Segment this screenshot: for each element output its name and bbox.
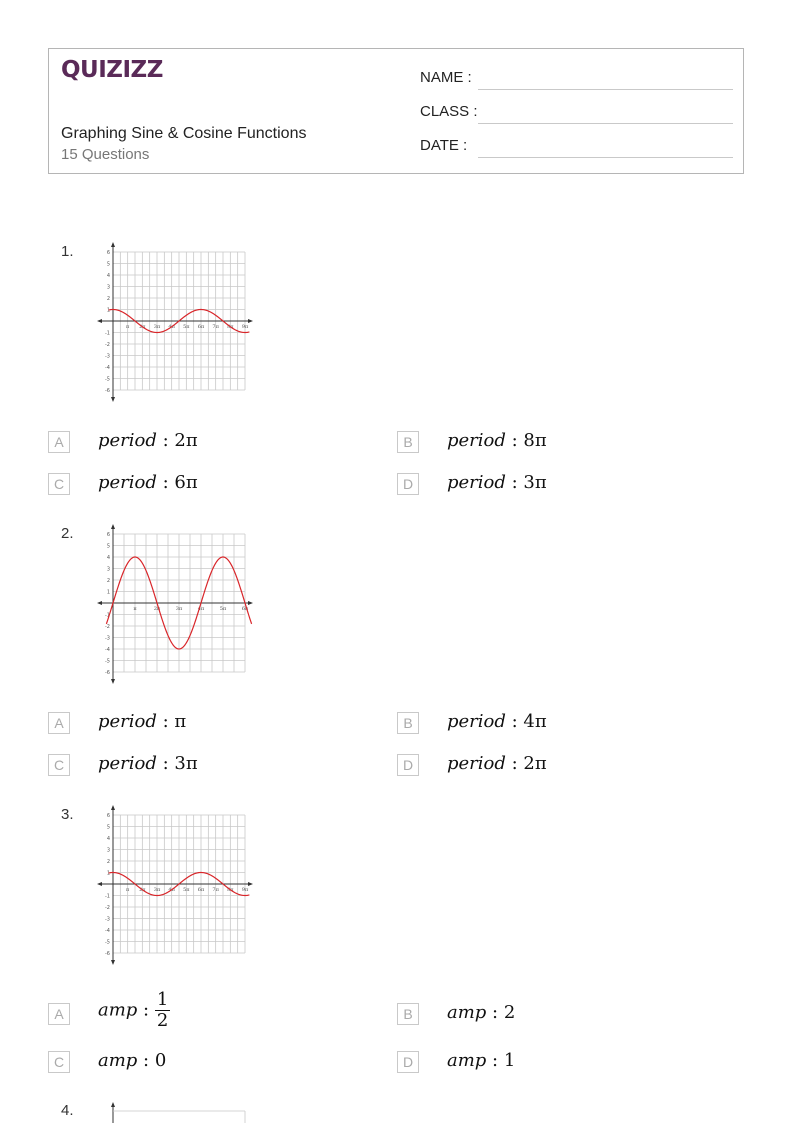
x-tick-label: 2π (153, 606, 161, 612)
y-tick-label: -6 (105, 951, 110, 957)
fraction-denominator: 2 (156, 1010, 169, 1031)
option-d-text[interactable] (447, 472, 547, 493)
x-tick-label: 9π (241, 887, 249, 893)
y-axis-arrow-down (111, 960, 115, 965)
x-tick-label: 8π (227, 887, 234, 893)
option-separator: : (156, 472, 175, 493)
option-value: 1 (503, 1050, 516, 1071)
x-axis-arrow-left (97, 601, 102, 605)
y-tick-label: -3 (105, 916, 110, 923)
option-a-text[interactable] (98, 990, 170, 1031)
option-value: 8π (523, 430, 547, 451)
x-axis-arrow-left (97, 319, 102, 323)
y-tick-label: 3 (106, 566, 110, 573)
y-axis-arrow-down (111, 679, 115, 684)
question-number: 4. (61, 1102, 74, 1119)
graph-3 (95, 803, 255, 967)
option-separator: : (486, 1002, 504, 1023)
y-tick-label: -4 (105, 647, 110, 653)
option-value: π (174, 711, 187, 732)
option-d-text[interactable] (447, 753, 547, 774)
name-label: NAME : (420, 69, 472, 86)
y-tick-label: -1 (105, 612, 110, 619)
y-tick-label: 1 (106, 870, 110, 877)
x-tick-label: 6π (197, 887, 205, 893)
x-tick-label: 2π (139, 324, 146, 330)
y-tick-label: -1 (105, 893, 110, 900)
name-line (478, 89, 733, 90)
y-tick-label: 1 (106, 307, 110, 314)
x-tick-label: 5π (183, 887, 190, 893)
x-tick-label: π (126, 887, 130, 893)
y-tick-label: 6 (106, 813, 110, 819)
option-a-text[interactable] (98, 711, 186, 732)
x-tick-label: 7π (212, 887, 219, 893)
option-label: amp (447, 1002, 487, 1023)
option-value: 4π (523, 711, 547, 732)
option-label: amp (447, 1050, 487, 1071)
option-label: amp (98, 999, 138, 1021)
x-tick-label: 7π (212, 324, 219, 330)
option-value: 2 (503, 1002, 516, 1023)
graph-2 (95, 522, 255, 686)
option-b-box[interactable]: B (397, 1003, 419, 1025)
option-a-box[interactable]: A (48, 712, 70, 734)
option-value: 2π (523, 753, 547, 774)
y-tick-label: 2 (106, 859, 110, 865)
option-a-box[interactable]: A (48, 1003, 70, 1025)
option-c-box[interactable]: C (48, 473, 70, 495)
option-label: period (447, 430, 506, 451)
option-c-box[interactable]: C (48, 754, 70, 776)
option-d-box[interactable]: D (397, 1051, 419, 1073)
option-separator: : (505, 753, 524, 774)
option-separator: : (137, 999, 155, 1021)
option-separator: : (505, 472, 524, 493)
date-line (478, 157, 733, 158)
option-label: amp (98, 1050, 138, 1071)
option-b-text[interactable] (447, 711, 547, 732)
y-tick-label: -1 (105, 330, 110, 337)
y-tick-label: 4 (106, 273, 110, 279)
option-c-text[interactable] (98, 472, 198, 493)
y-axis-arrow-up (111, 805, 115, 810)
worksheet-title: Graphing Sine & Cosine Functions (61, 125, 307, 142)
question-number: 3. (61, 806, 74, 823)
option-separator: : (505, 711, 524, 732)
x-tick-label: 4π (197, 606, 205, 612)
class-line (478, 123, 733, 124)
option-label: period (447, 711, 506, 732)
option-value: 6π (174, 472, 198, 493)
x-tick-label: 3π (153, 324, 161, 330)
y-tick-label: 5 (106, 261, 110, 268)
class-label: CLASS : (420, 103, 478, 120)
x-axis-arrow-right (248, 882, 253, 886)
option-separator: : (137, 1050, 155, 1071)
y-tick-label: 1 (106, 589, 110, 596)
question-number: 1. (61, 243, 74, 260)
y-axis-arrow-up (111, 524, 115, 529)
question-number: 2. (61, 525, 74, 542)
x-tick-label: 5π (183, 324, 190, 330)
y-tick-label: 5 (106, 824, 110, 831)
y-tick-label: 2 (106, 578, 110, 584)
option-separator: : (156, 430, 175, 451)
option-c-text[interactable] (98, 1050, 166, 1071)
y-tick-label: -2 (105, 624, 110, 630)
y-tick-label: 3 (106, 284, 110, 291)
y-tick-label: -4 (105, 365, 110, 371)
option-a-box[interactable]: A (48, 431, 70, 453)
x-tick-label: 6π (241, 606, 249, 612)
graph-1 (95, 240, 255, 404)
option-a-text[interactable] (98, 430, 198, 451)
option-value: 3π (523, 472, 547, 493)
x-axis-arrow-right (248, 319, 253, 323)
y-tick-label: 6 (106, 250, 110, 256)
x-tick-label: 5π (219, 606, 227, 612)
y-axis-arrow-down (111, 397, 115, 402)
y-tick-label: 2 (106, 296, 110, 302)
y-tick-label: 4 (106, 555, 110, 561)
y-tick-label: 5 (106, 543, 110, 550)
y-tick-label: -4 (105, 928, 110, 934)
option-d-box[interactable]: D (397, 473, 419, 495)
y-tick-label: -2 (105, 342, 110, 348)
y-tick-label: 3 (106, 847, 110, 854)
fraction-numerator: 1 (156, 989, 169, 1010)
y-tick-label: -6 (105, 670, 110, 676)
y-tick-label: -2 (105, 905, 110, 911)
question-count: 15 Questions (61, 146, 150, 163)
x-tick-label: 2π (139, 887, 146, 893)
option-b-box[interactable]: B (397, 431, 419, 453)
option-b-text[interactable] (447, 1002, 515, 1023)
graph-4-partial (95, 1100, 255, 1123)
option-separator: : (486, 1050, 504, 1071)
option-value: 0 (154, 1050, 167, 1071)
y-axis-arrow-up (111, 242, 115, 247)
y-tick-label: -5 (105, 376, 110, 383)
worksheet-header (48, 48, 744, 174)
option-d-box[interactable]: D (397, 754, 419, 776)
option-d-text[interactable] (447, 1050, 515, 1071)
x-tick-label: 4π (168, 324, 175, 330)
y-tick-label: 6 (106, 532, 110, 538)
x-axis-arrow-left (97, 882, 102, 886)
option-b-box[interactable]: B (397, 712, 419, 734)
option-value: 3π (174, 753, 198, 774)
option-label: period (98, 753, 157, 774)
x-tick-label: 8π (227, 324, 234, 330)
x-tick-label: 9π (241, 324, 249, 330)
fraction (155, 990, 170, 1031)
option-label: period (98, 430, 157, 451)
y-tick-label: -3 (105, 353, 110, 360)
option-c-text[interactable] (98, 753, 198, 774)
option-c-box[interactable]: C (48, 1051, 70, 1073)
option-label: period (98, 711, 157, 732)
option-label: period (98, 472, 157, 493)
date-label: DATE : (420, 137, 468, 154)
x-axis-arrow-right (248, 601, 253, 605)
y-tick-label: -5 (105, 939, 110, 946)
option-separator: : (505, 430, 524, 451)
x-tick-label: π (133, 606, 137, 612)
x-tick-label: 3π (175, 606, 183, 612)
quizizz-logo: QUIZIZZ (61, 57, 163, 83)
y-tick-label: -3 (105, 635, 110, 642)
option-label: period (447, 753, 506, 774)
option-separator: : (156, 711, 175, 732)
x-tick-label: 4π (168, 887, 175, 893)
option-label: period (447, 472, 506, 493)
y-tick-label: -5 (105, 658, 110, 665)
y-tick-label: -6 (105, 388, 110, 394)
y-tick-label: 4 (106, 836, 110, 842)
option-b-text[interactable] (447, 430, 547, 451)
x-tick-label: π (126, 324, 130, 330)
x-tick-label: 6π (197, 324, 205, 330)
option-separator: : (156, 753, 175, 774)
option-value: 2π (174, 430, 198, 451)
x-tick-label: 3π (153, 887, 161, 893)
